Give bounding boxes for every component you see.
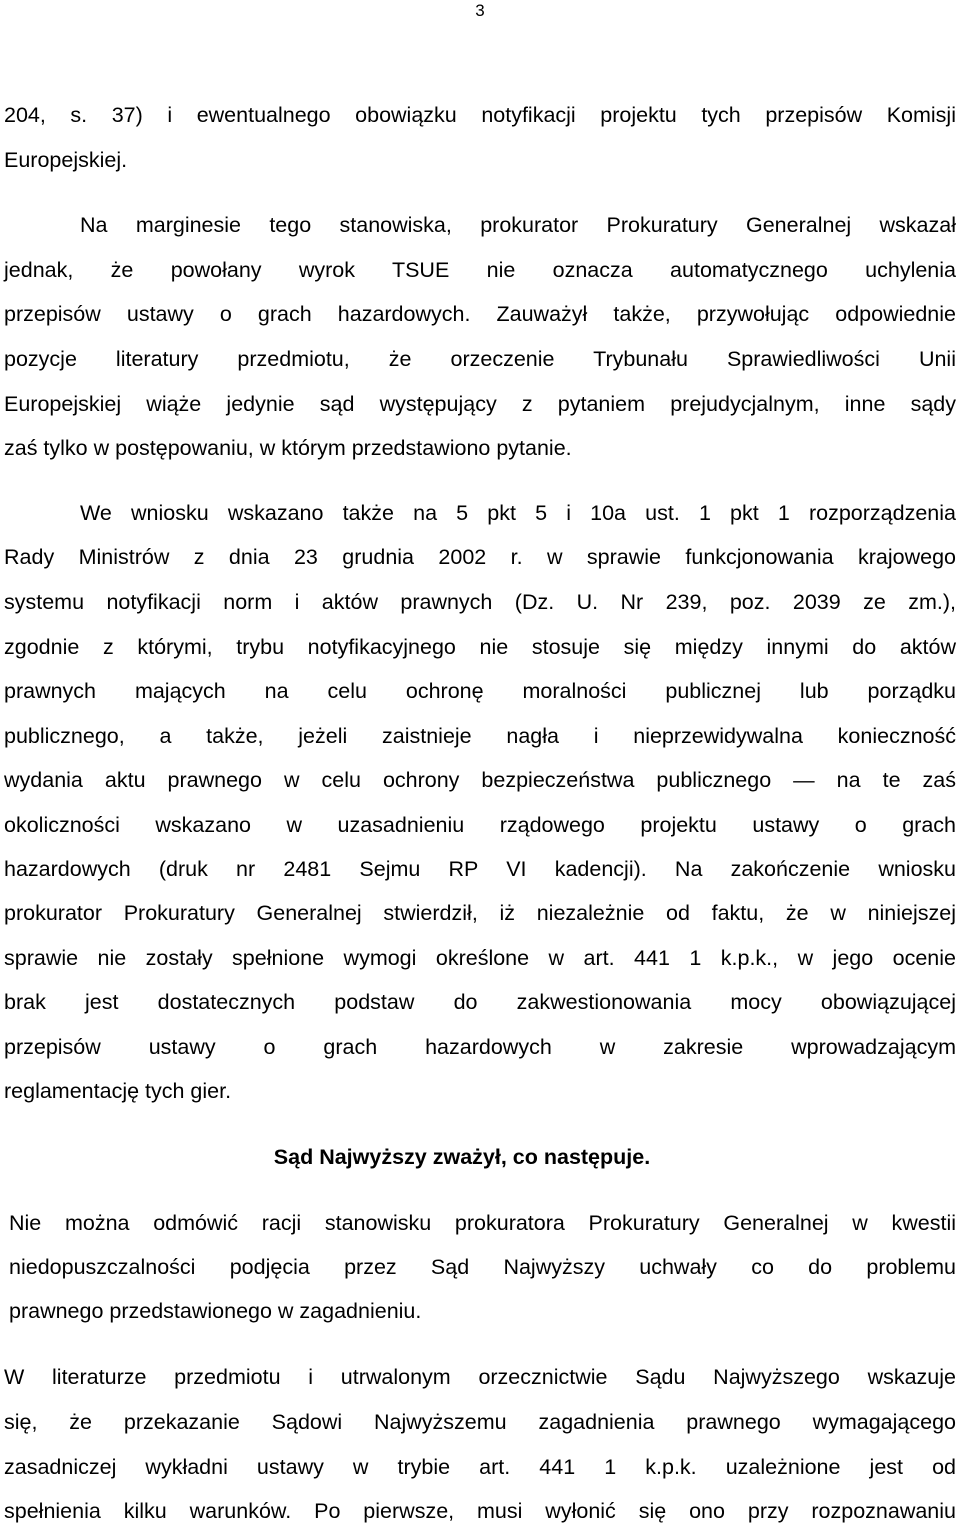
text-line: prawnego przedstawionego w zagadnieniu. [9,1299,422,1323]
text-line: pozycje literatury przedmiotu, że orzeczenie Trybunału Sprawiedliwości Unii [4,347,956,371]
text-line: spełnienia kilku warunków. Po pierwsze, musi wyłonić się ono przy rozpoznawaniu [4,1499,956,1523]
text-line: się, że przekazanie Sądowi Najwyższemu zagadnienia prawnego wymagającego [4,1410,956,1434]
text-line: hazardowych (druk nr 2481 Sejmu RP VI kadencji). Na zakończenie wniosku [4,857,956,881]
text-line: jednak, że powołany wyrok TSUE nie oznacza automatycznego uchylenia [4,258,956,282]
text-line: przepisów ustawy o grach hazardowych w zakresie wprowadzającym [4,1035,956,1059]
text-line: systemu notyfikacji norm i aktów prawnych (Dz. U. Nr 239, poz. 2039 ze zm.), [4,590,956,614]
text-line: publicznego, a także, jeżeli zaistnieje nagła i nieprzewidywalna konieczność [4,724,956,748]
text-line: reglamentację tych gier. [4,1079,232,1103]
text-line: zasadniczej wykładni ustawy w trybie art. 441 1 k.p.k. uzależnione jest od [4,1455,956,1479]
text-line: brak jest dostatecznych podstaw do zakwestionowania mocy obowiązującej [4,990,956,1014]
text-line: prokurator Prokuratury Generalnej stwierdził, iż niezależnie od faktu, że w niniejszej [4,901,956,925]
section-heading: Sąd Najwyższy zważył, co następuje. [273,1145,651,1169]
text-line: prawnych mających na celu ochronę moralności publicznej lub porządku [4,679,956,703]
text-line: Rady Ministrów z dnia 23 grudnia 2002 r. w sprawie funkcjonowania krajowego [4,545,956,569]
text-line: W literaturze przedmiotu i utrwalonym orzecznictwie Sądu Najwyższego wskazuje [4,1365,956,1389]
text-line: przepisów ustawy o grach hazardowych. Zauważył także, przywołując odpowiednie [4,302,956,326]
text-line: Nie można odmówić racji stanowisku prokuratora Prokuratury Generalnej w kwestii [9,1211,956,1235]
text-line: zgodnie z którymi, trybu notyfikacyjnego nie stosuje się między innymi do aktów [4,635,956,659]
text-line: wydania aktu prawnego w celu ochrony bezpieczeństwa publicznego — na te zaś [4,768,956,792]
text-line: Na marginesie tego stanowiska, prokurator Prokuratury Generalnej wskazał [80,213,956,237]
text-line: Europejskiej. [4,148,128,172]
text-line: We wniosku wskazano także na 5 pkt 5 i 10a ust. 1 pkt 1 rozporządzenia [80,501,956,525]
text-line: niedopuszczalności podjęcia przez Sąd Najwyższy uchwały co do problemu [9,1255,956,1279]
text-line: zaś tylko w postępowaniu, w którym przedstawiono pytanie. [4,436,572,460]
text-line: okoliczności wskazano w uzasadnieniu rządowego projektu ustawy o grach [4,813,956,837]
text-line: 204, s. 37) i ewentualnego obowiązku notyfikacji projektu tych przepisów Komisji [4,103,956,127]
text-line: Europejskiej wiąże jedynie sąd występujący z pytaniem prejudycjalnym, inne sądy [4,392,956,416]
page-number: 3 [475,1,485,20]
text-line: sprawie nie zostały spełnione wymogi określone w art. 441 1 k.p.k., w jego ocenie [4,946,956,970]
